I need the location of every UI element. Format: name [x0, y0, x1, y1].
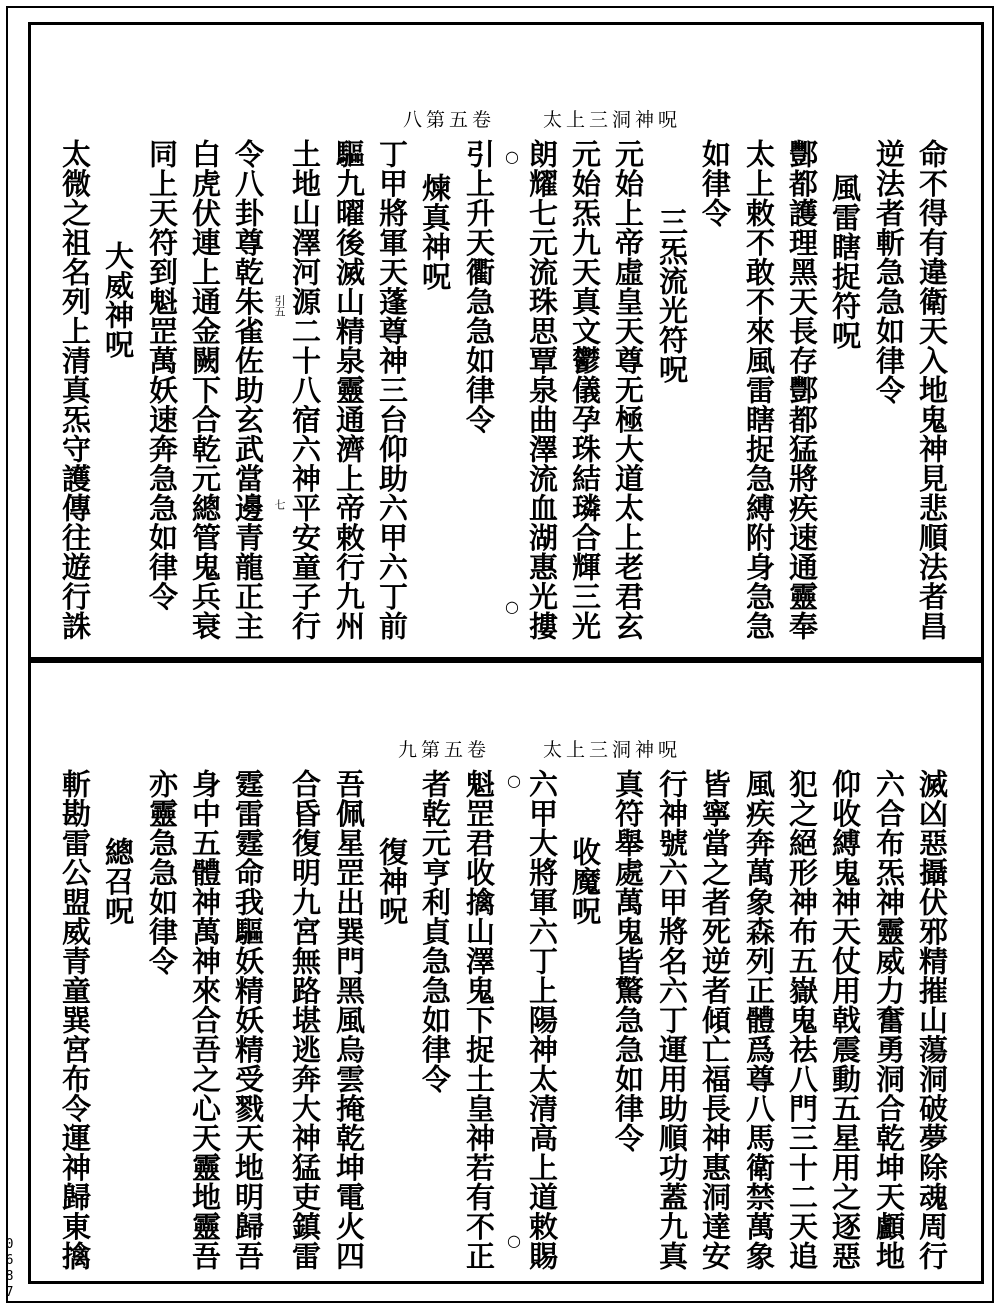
text-column: 太微之祖名列上清真炁守護傳往遊行誅: [58, 139, 92, 641]
text-column: 六合布炁神靈威力奮勇洞合乾坤天顱地: [872, 769, 906, 1271]
text-column: 霆雷霆命我驅妖精妖精受戮天地明歸吾: [231, 769, 265, 1271]
text-column: 真符舉處萬鬼皆驚急急如律令: [611, 769, 645, 1153]
text-column: 亦靈急急如律令: [145, 769, 179, 976]
text-column-heading: 總召呪: [101, 837, 135, 926]
text-column: 驅九曜後滅山精泉靈通濟上帝敕行九州: [332, 139, 366, 641]
text-column: 元始上帝虛皇天尊无極大道太上老君玄: [611, 139, 645, 641]
text-column: 者乾元亨利貞急急如律令: [418, 769, 452, 1094]
text-column-heading: 收魔呪: [568, 837, 602, 926]
bottom-header-volume: 九第五卷: [398, 739, 491, 761]
text-column: 仰收縛鬼神天仗用戟震動五星用之逐惡: [828, 769, 862, 1271]
text-column: 太上敕不敢不來風雷瞎捉急縛附身急急: [742, 139, 776, 641]
circle-mark: ○: [505, 147, 519, 166]
bottom-panel: [28, 660, 984, 1284]
text-column: 身中五體神萬神來合吾之心天靈地靈吾: [188, 769, 222, 1271]
text-column: 滅凶惡攝伏邪精摧山蕩洞破夢除魂周行: [915, 769, 949, 1271]
bottom-header-title: 太上三洞神呪: [543, 739, 682, 761]
text-column: 斬勘雷公盟威青童巽宮布令運神歸東擒: [58, 769, 92, 1271]
text-column-heading: 風雷瞎捉符呪: [828, 173, 862, 350]
text-column: 合昏復明九宮無路堪逃奔大神猛吏鎮雷: [288, 769, 322, 1271]
side-note: 引五: [273, 295, 286, 317]
text-column: 犯之絕形神布五嶽鬼祛八門三十二天追: [785, 769, 819, 1271]
text-column: 皆寧當之者死逆者傾亡福長神惠洞達安: [698, 769, 732, 1271]
text-column: 命不得有違衛天入地鬼神見悲順法者昌: [915, 139, 949, 641]
top-header-volume: 八第五卷: [403, 109, 496, 131]
text-column: 酆都護理黑天長存酆都猛將疾速通靈奉: [785, 139, 819, 641]
circle-mark: ○: [507, 1231, 521, 1250]
text-column: 引上升天衢急急如律令: [462, 139, 496, 434]
text-column: 同上天符到魁罡萬妖速奔急急如律令: [145, 139, 179, 611]
top-header-title: 太上三洞神呪: [543, 109, 682, 131]
page-number: 0687: [2, 1237, 17, 1301]
top-panel: [28, 22, 984, 660]
text-column: 元始炁九天真文鬱儀孕珠結璘合輝三光: [568, 139, 602, 641]
text-column-heading: 大威神呪: [101, 241, 135, 359]
text-column: 丁甲將軍天蓬尊神三台仰助六甲六丁前: [375, 139, 409, 641]
text-column: 土地山澤河源二十八宿六神平安童子行: [288, 139, 322, 641]
text-column: 如律令: [698, 139, 732, 228]
text-column: 風疾奔萬象森列正體爲尊八馬衛禁萬象: [742, 769, 776, 1271]
circle-mark: ○: [505, 597, 519, 616]
text-column: 逆法者斬急急如律令: [872, 139, 906, 405]
text-column: 令八卦尊乾朱雀佐助玄武當邊青龍正主: [231, 139, 265, 641]
text-column-heading: 三炁流光符呪: [655, 207, 689, 384]
text-column: 白虎伏連上通金闕下合乾元總管鬼兵衰: [188, 139, 222, 641]
side-note: 七: [273, 499, 286, 510]
circle-mark: ○: [507, 771, 521, 790]
text-column: 朗耀七元流珠思覃泉曲澤流血湖惠光摟: [525, 139, 559, 641]
text-column-heading: 煉真神呪: [418, 173, 452, 291]
text-column-heading: 復神呪: [375, 837, 409, 926]
text-column: 六甲大將軍六丁上陽神太清高上道敕賜: [525, 769, 559, 1271]
text-column: 魁罡君收擒山澤鬼下捉土皇神若有不正: [462, 769, 496, 1271]
text-column: 吾佩星罡出巽門黑風烏雲掩乾坤電火四: [332, 769, 366, 1271]
text-column: 行神號六甲將名六丁運用助順功蓋九真: [655, 769, 689, 1271]
